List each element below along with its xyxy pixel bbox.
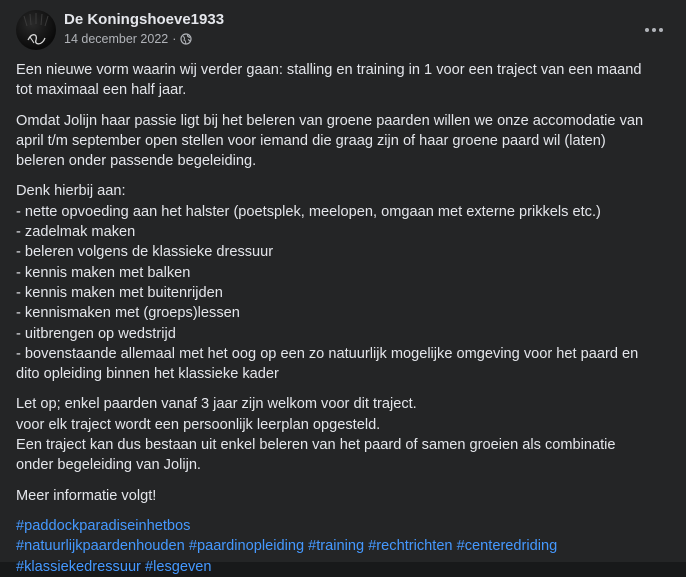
more-options-button[interactable] — [638, 14, 670, 46]
post-paragraph — [16, 486, 671, 506]
logo-icon — [16, 10, 56, 50]
post-paragraph — [16, 111, 671, 172]
text-line: Let op; enkel paarden vanaf 3 jaar zijn welkom voor dit traject. — [16, 396, 417, 413]
hashtag-line — [16, 557, 671, 577]
post-header — [16, 10, 670, 50]
hashtag-link[interactable]: #paddockparadiseinhetbos — [16, 517, 191, 534]
meta-separator: · — [172, 32, 177, 46]
text-line: Denk hierbij aan: — [16, 183, 126, 200]
text-line: april t/m september open stellen voor iemand die graag zijn of haar groene paard wil (laten) — [16, 132, 606, 149]
hashtag-line — [16, 516, 671, 536]
list-item: - zadelmak maken — [16, 224, 136, 241]
hashtag-link[interactable]: #klassiekedressuur — [16, 558, 141, 575]
post-paragraph — [16, 60, 671, 101]
post-meta — [64, 32, 192, 46]
text-line: Omdat Jolijn haar passie ligt bij het beleren van groene paarden willen we onze accomodatie van — [16, 112, 644, 129]
hashtag-link[interactable]: #training — [308, 538, 365, 555]
hashtag-link[interactable]: #lesgeven — [144, 558, 212, 575]
text-line: Een traject kan dus bestaan uit enkel beleren van het paard of samen groeien als combinatie — [16, 437, 616, 454]
text-line: tot maximaal een half jaar. — [16, 82, 187, 99]
text-line: beleren onder passende begeleiding. — [16, 153, 257, 170]
list-item: - kennis maken met buitenrijden — [16, 284, 223, 301]
list-item: - nette opvoeding aan het halster (poetsplek, meelopen, omgaan met externe prikkels etc.) — [16, 203, 601, 220]
list-item: - kennismaken met (groeps)lessen — [16, 305, 240, 322]
text-line: onder begeleiding van Jolijn. — [16, 457, 201, 474]
text-line: voor elk traject wordt een persoonlijk leerplan opgesteld. — [16, 416, 381, 433]
avatar[interactable] — [16, 10, 56, 50]
list-item: - kennis maken met balken — [16, 264, 191, 281]
post-paragraph — [16, 181, 671, 384]
more-horizontal-icon — [644, 27, 664, 33]
list-item: - bovenstaande allemaal met het oog op een zo natuurlijk mogelijke omgeving voor het paard en — [16, 345, 639, 362]
list-item: - beleren volgens de klassieke dressuur — [16, 244, 274, 261]
text-line: dito opleiding binnen het klassieke kader — [16, 366, 279, 383]
hashtag-line — [16, 536, 671, 556]
hashtag-link[interactable]: #natuurlijkpaardenhouden — [16, 538, 185, 555]
post-text — [16, 60, 671, 577]
list-item: - uitbrengen op wedstrijd — [16, 325, 176, 342]
text-line: Een nieuwe vorm waarin wij verder gaan: stalling en training in 1 voor een traject van een maand — [16, 62, 642, 78]
post-date[interactable]: 14 december 2022 — [64, 32, 169, 46]
hashtag-link[interactable]: #paardinopleiding — [188, 538, 305, 555]
hashtag-link[interactable]: #rechtrichten — [368, 538, 453, 555]
hashtags — [16, 516, 671, 577]
hashtag-link[interactable]: #centeredriding — [456, 538, 558, 555]
text-line: Meer informatie volgt! — [16, 487, 157, 504]
page-name[interactable]: De Koningshoeve1933 — [64, 11, 225, 28]
post-paragraph — [16, 394, 671, 475]
globe-icon — [180, 33, 192, 45]
